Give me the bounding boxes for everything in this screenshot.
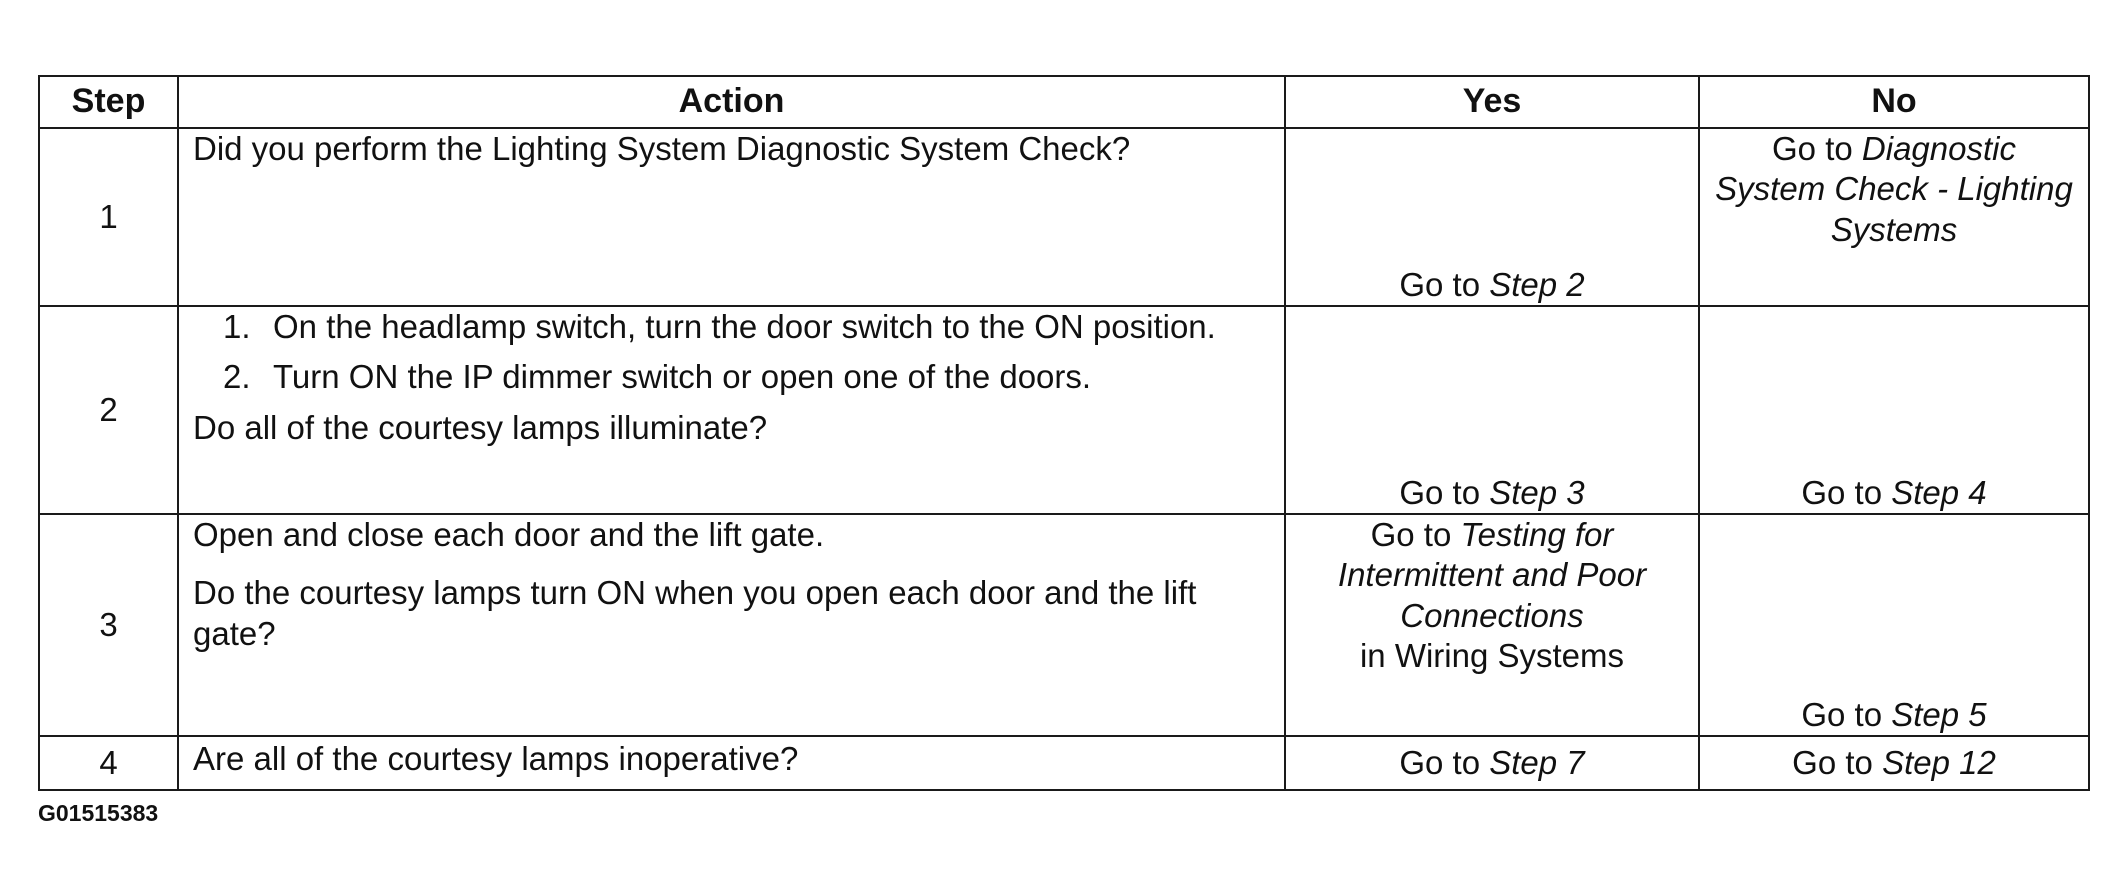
list-item xyxy=(223,307,1270,347)
table-row xyxy=(39,128,2089,306)
list-item-number: 1. xyxy=(223,308,251,345)
no-prefix: Go to xyxy=(1801,473,1883,511)
yes-cell xyxy=(1285,736,1699,790)
yes-target-link[interactable]: Step 7 xyxy=(1489,743,1585,781)
figure-id: G01515383 xyxy=(38,800,159,826)
header-row xyxy=(39,76,2089,128)
no-target-link[interactable]: Diagnostic System Check - Lighting Systems xyxy=(1715,130,2073,248)
action-question: Do the courtesy lamps turn ON when you open each door and the lift gate? xyxy=(193,574,1197,652)
diagnostic-table xyxy=(38,75,2090,791)
yes-suffix: in Wiring Systems xyxy=(1359,636,1625,674)
header-action: Action xyxy=(178,76,1285,128)
no-target-link[interactable]: Step 4 xyxy=(1891,473,1987,511)
no-target-link[interactable]: Step 5 xyxy=(1891,695,1987,733)
yes-prefix: Go to xyxy=(1399,743,1481,781)
table-row xyxy=(39,736,2089,790)
yes-cell xyxy=(1285,514,1699,736)
no-prefix: Go to xyxy=(1792,743,1873,781)
step-number: 1 xyxy=(39,128,178,306)
action-text: Did you perform the Lighting System Diagnostic System Check? xyxy=(178,128,1285,306)
action-steps-list xyxy=(193,307,1270,398)
yes-prefix: Go to xyxy=(1399,265,1481,303)
yes-target-link[interactable]: Step 3 xyxy=(1489,473,1585,511)
no-cell xyxy=(1699,128,2089,306)
step-number: 4 xyxy=(39,736,178,790)
yes-target-link[interactable]: Testing for Intermittent and Poor Connections xyxy=(1337,516,1647,634)
no-cell xyxy=(1699,736,2089,790)
step-number: 3 xyxy=(39,514,178,736)
step-number: 2 xyxy=(39,306,178,514)
yes-prefix: Go to xyxy=(1399,473,1481,511)
table-row xyxy=(39,306,2089,514)
yes-cell xyxy=(1285,306,1699,514)
action-text: Are all of the courtesy lamps inoperative? xyxy=(178,736,1285,790)
yes-target-link[interactable]: Step 2 xyxy=(1489,265,1585,303)
no-cell xyxy=(1699,306,2089,514)
action-cell xyxy=(178,306,1285,514)
list-item-text: On the headlamp switch, turn the door switch to the ON position. xyxy=(273,308,1216,345)
action-cell xyxy=(178,514,1285,736)
header-yes: Yes xyxy=(1285,76,1699,128)
list-item-number: 2. xyxy=(223,358,251,396)
list-item-text: Turn ON the IP dimmer switch or open one of the doors. xyxy=(273,358,1092,396)
yes-prefix: Go to xyxy=(1370,516,1452,553)
header-step: Step xyxy=(39,76,178,128)
action-question: Do all of the courtesy lamps illuminate? xyxy=(193,408,768,446)
no-prefix: Go to xyxy=(1772,130,1853,167)
header-no: No xyxy=(1699,76,2089,128)
list-item xyxy=(223,357,1270,397)
no-target-link[interactable]: Step 12 xyxy=(1882,743,1996,781)
action-instruction: Open and close each door and the lift gate. xyxy=(193,516,825,553)
yes-cell xyxy=(1285,128,1699,306)
no-prefix: Go to xyxy=(1801,695,1883,733)
table-row xyxy=(39,514,2089,736)
no-cell xyxy=(1699,514,2089,736)
